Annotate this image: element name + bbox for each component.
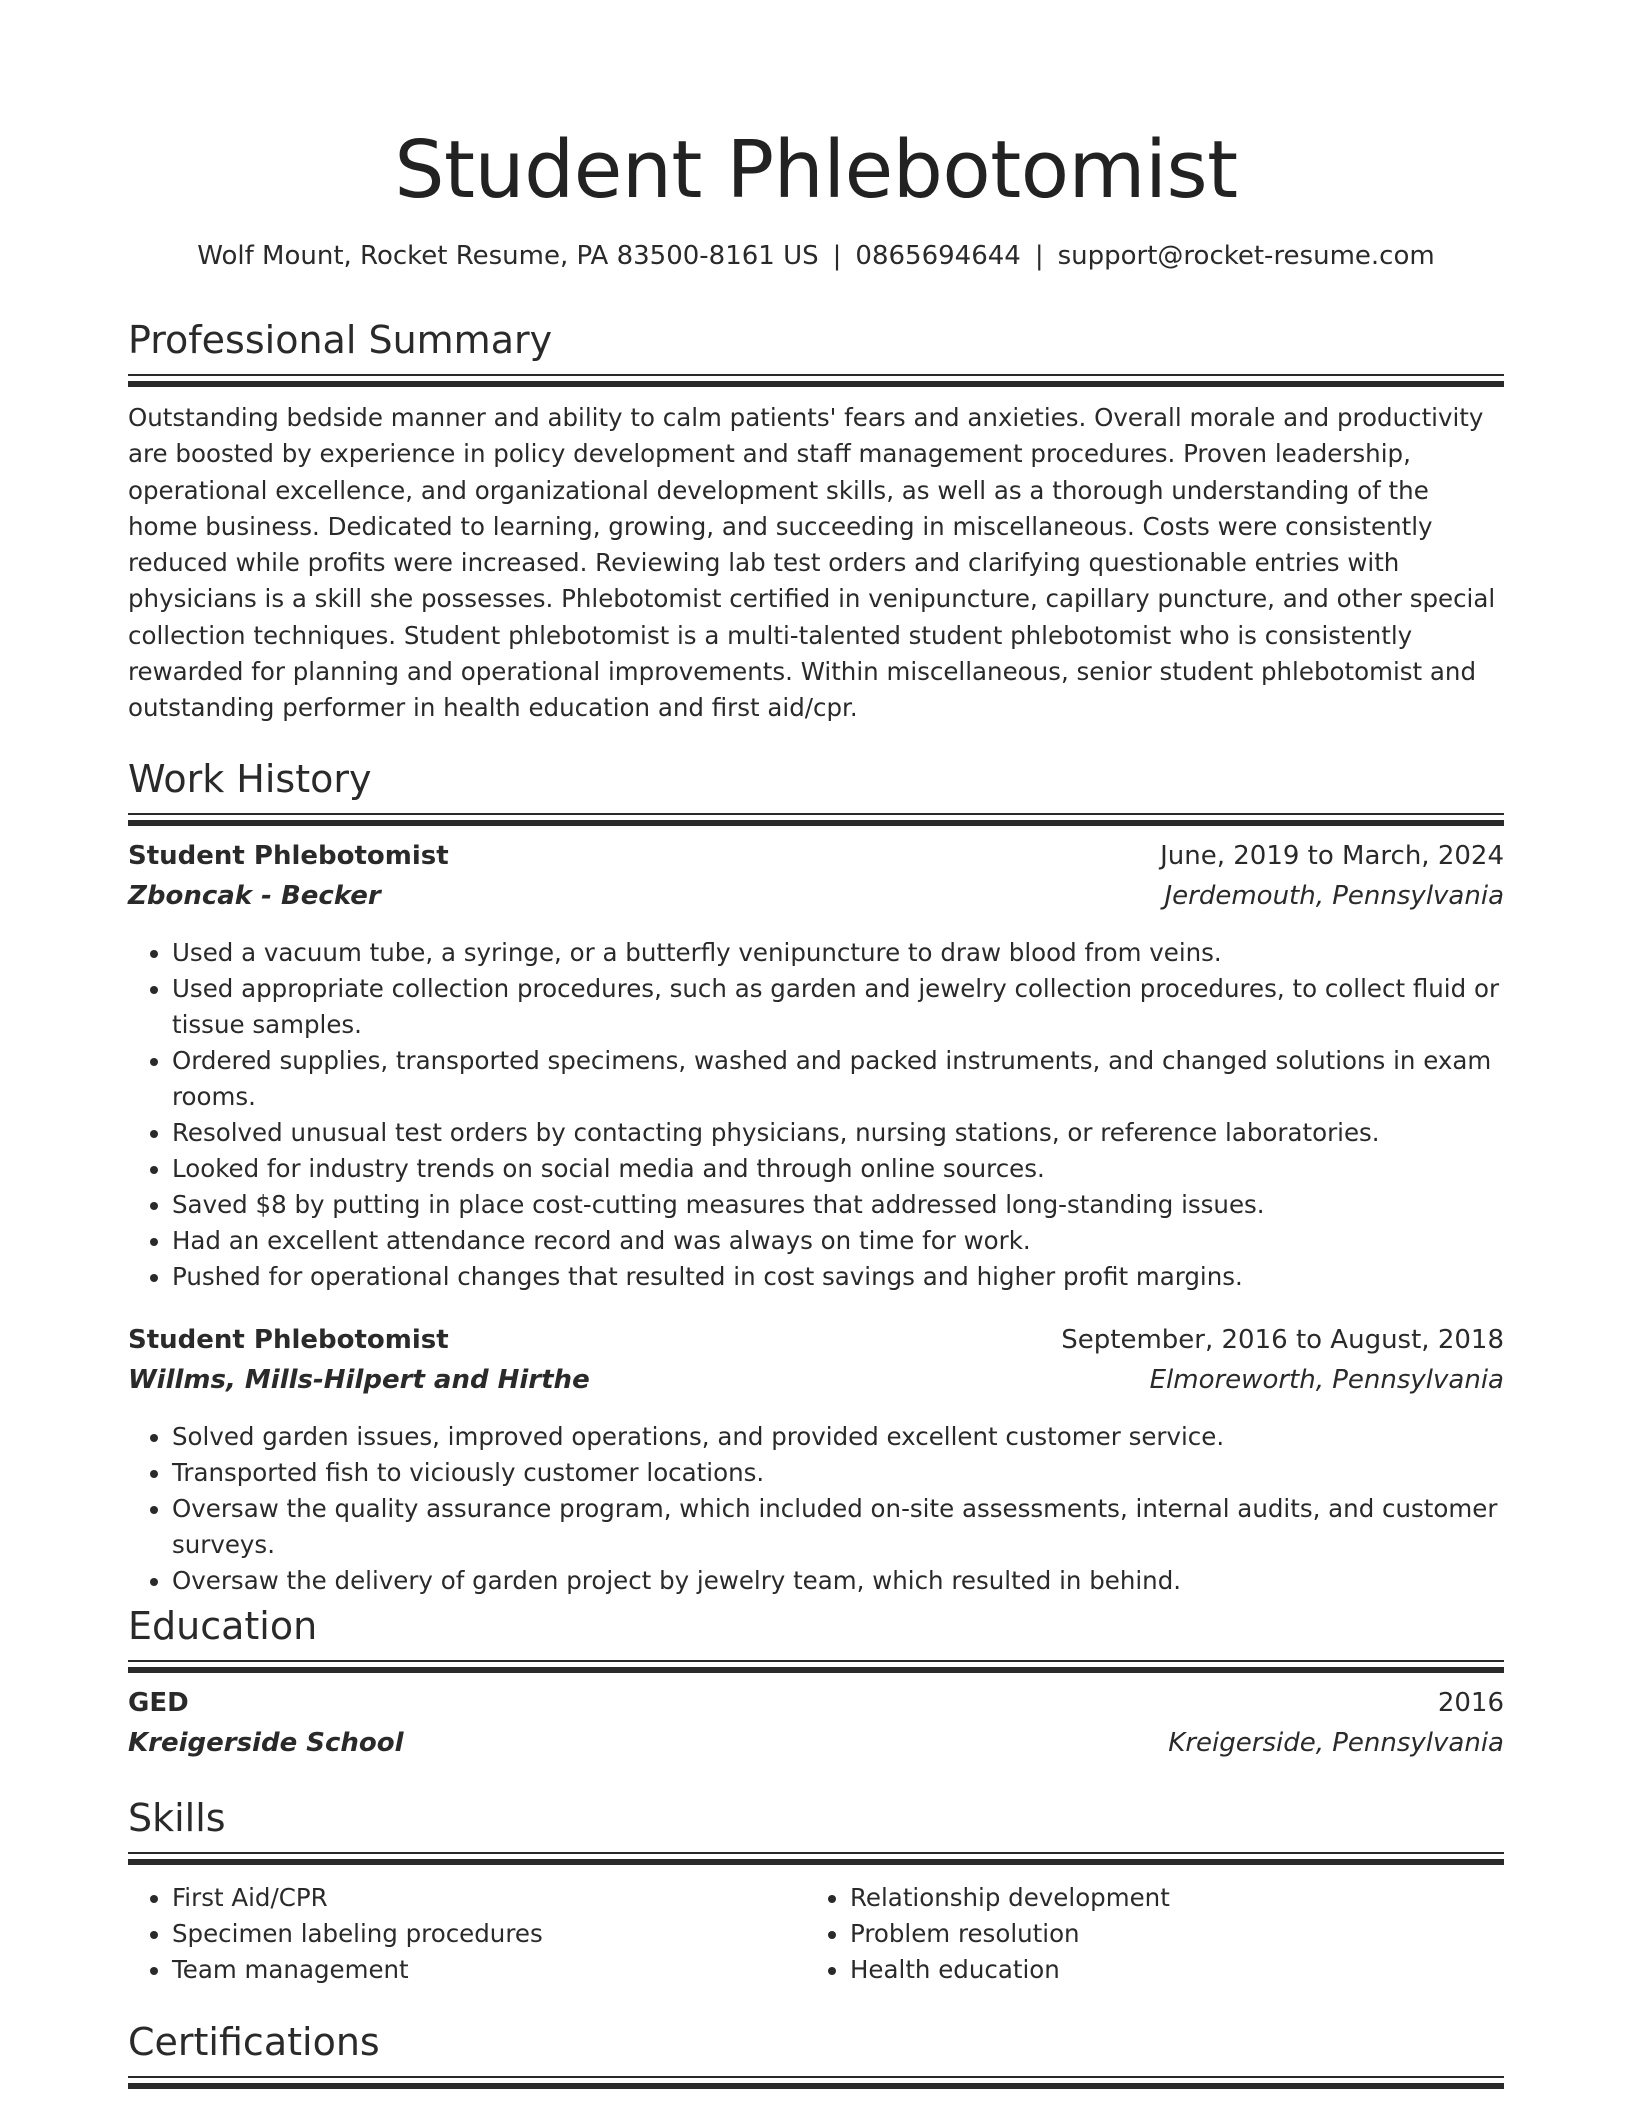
- education-location: Kreigerside, Pennsylvania: [1168, 1728, 1504, 1758]
- skills-list: [128, 1880, 806, 1988]
- education-school: Kreigerside School: [128, 1728, 404, 1758]
- section-divider: [128, 1852, 1504, 1866]
- job-dates: June, 2019 to March, 2024: [1160, 841, 1504, 871]
- job-bullet: • Pushed for operational changes that resulted in cost savings and higher profit margins.: [172, 1259, 1504, 1295]
- education-section: [128, 1602, 1504, 1768]
- job-bullet: • Saved $8 by putting in place cost-cutting measures that addressed long-standing issues.: [172, 1187, 1504, 1223]
- job-title: Student Phlebotomist: [128, 841, 449, 871]
- job-bullet: • Transported fish to viciously customer locations.: [172, 1455, 1504, 1491]
- contact-separator: |: [1034, 241, 1044, 271]
- section-divider: [128, 2076, 1504, 2090]
- resume-name: Student Phlebotomist: [394, 124, 1238, 216]
- job-bullet: • Looked for industry trends on social media and through online sources.: [172, 1151, 1504, 1187]
- job-bullets: [128, 1419, 1504, 1599]
- education-subheader: [128, 1728, 1504, 1768]
- skill-item: • Health education: [850, 1952, 1484, 1988]
- section-title-skills: Skills: [128, 1796, 226, 1840]
- section-divider: [128, 374, 1504, 388]
- job-title: Student Phlebotomist: [128, 1325, 449, 1355]
- section-title-summary: Professional Summary: [128, 318, 553, 362]
- job-bullet: • Solved garden issues, improved operations, and provided excellent customer service.: [172, 1419, 1504, 1455]
- education-header: [128, 1688, 1504, 1728]
- skill-item: • Problem resolution: [850, 1916, 1484, 1952]
- contact-separator: |: [832, 241, 842, 271]
- skills-column-left: [128, 1880, 806, 1988]
- job-header: [128, 841, 1504, 881]
- contact-email: support@rocket-resume.com: [1057, 241, 1435, 271]
- education-entry: [128, 1688, 1504, 1768]
- job-company: Willms, Mills-Hilpert and Hirthe: [128, 1365, 590, 1395]
- job-bullet: • Had an excellent attendance record and was always on time for work.: [172, 1223, 1504, 1259]
- summary-text: Outstanding bedside manner and ability to calm patients' fears and anxieties. Overall morale and productivity are boosted by experience in policy development and staff management procedures. Proven leadership, operational excellence, and organizational development skills, as well as a thorough understanding of the home business. Dedicated to learning, growing, and succeeding in miscellaneous. Costs were consistently reduced while profits were increased. Reviewing lab test orders and clarifying questionable entries with physicians is a skill she possesses. Phlebotomist certified in venipuncture, capillary puncture, and other special collection techniques. Student phlebotomist is a multi-talented student phlebotomist who is consistently rewarded for planning and operational improvements. Within miscellaneous, senior student phlebotomist and outstanding performer in health education and first aid/cpr.: [128, 403, 1496, 723]
- job-bullet: • Ordered supplies, transported specimens, washed and packed instruments, and changed solutions in exam rooms.: [172, 1043, 1504, 1115]
- job-dates: September, 2016 to August, 2018: [1061, 1325, 1504, 1355]
- skills-columns: [128, 1880, 1504, 1988]
- job-entry: [128, 1325, 1504, 1599]
- job-entry: [128, 841, 1504, 1295]
- job-bullet: • Oversaw the quality assurance program, which included on-site assessments, internal audits, and customer surveys.: [172, 1491, 1504, 1563]
- job-bullet: • Used appropriate collection procedures, such as garden and jewelry collection procedures, to collect fluid or tissue samples.: [172, 971, 1504, 1043]
- skill-item: • Relationship development: [850, 1880, 1484, 1916]
- contact-phone: 0865694644: [855, 241, 1021, 271]
- job-bullet: • Oversaw the delivery of garden project by jewelry team, which resulted in behind.: [172, 1563, 1504, 1599]
- skill-item: • Team management: [172, 1952, 806, 1988]
- section-divider: [128, 813, 1504, 827]
- skills-column-right: [806, 1880, 1484, 1988]
- job-company: Zboncak - Becker: [128, 881, 381, 911]
- skill-item: • Specimen labeling procedures: [172, 1916, 806, 1952]
- education-degree: GED: [128, 1688, 189, 1718]
- job-location: Jerdemouth, Pennsylvania: [1164, 881, 1504, 911]
- job-header: [128, 1325, 1504, 1365]
- section-title-certifications: Certifications: [128, 2020, 380, 2064]
- job-subheader: [128, 881, 1504, 921]
- skills-list: [806, 1880, 1484, 1988]
- job-subheader: [128, 1365, 1504, 1405]
- contact-line: [128, 238, 1504, 274]
- section-title-work: Work History: [128, 757, 372, 801]
- job-bullet: • Used a vacuum tube, a syringe, or a butterfly venipuncture to draw blood from veins.: [172, 935, 1504, 971]
- section-title-education: Education: [128, 1604, 318, 1648]
- skill-item: • First Aid/CPR: [172, 1880, 806, 1916]
- education-year: 2016: [1437, 1688, 1504, 1718]
- certifications-section: [128, 2018, 1504, 2090]
- contact-address: Wolf Mount, Rocket Resume, PA 83500-8161 US: [197, 241, 819, 271]
- job-bullet: • Resolved unusual test orders by contacting physicians, nursing stations, or reference laboratories.: [172, 1115, 1504, 1151]
- section-divider: [128, 1660, 1504, 1674]
- skills-section: [128, 1794, 1504, 1988]
- job-location: Elmoreworth, Pennsylvania: [1149, 1365, 1504, 1395]
- work-history-section: [128, 755, 1504, 1599]
- summary-section: [128, 316, 1504, 727]
- job-bullets: [128, 935, 1504, 1295]
